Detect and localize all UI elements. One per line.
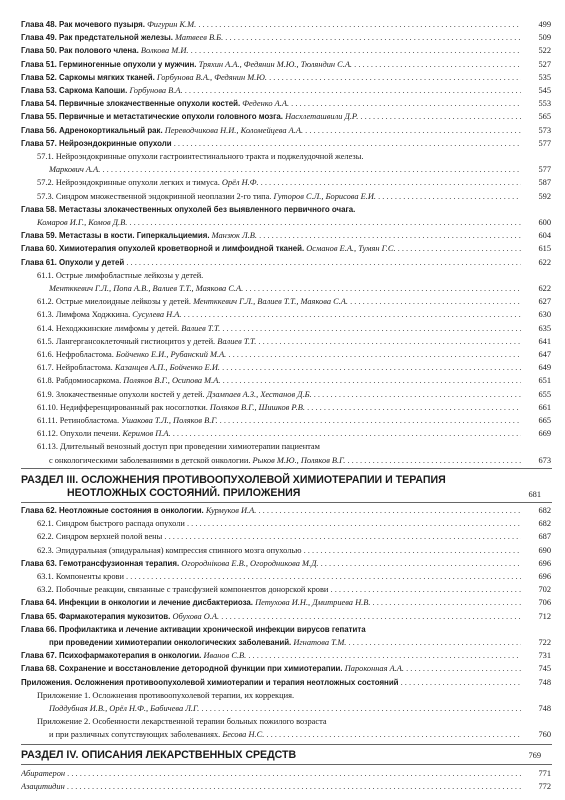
toc-entry-text	[21, 768, 521, 779]
toc-entry-text	[37, 362, 521, 373]
toc-entry-title: 61.9. Злокачественные опухоли костей у детей.	[37, 389, 205, 399]
toc-entry	[0, 558, 565, 569]
toc-entry-text	[37, 191, 521, 202]
toc-entry-title: Глава 51. Герминогенные опухоли у мужчин.	[21, 59, 197, 69]
toc-entry-text	[21, 650, 521, 661]
toc-entry-author: Феденко А.А.	[240, 99, 290, 109]
toc-entry-title: 61.4. Неходжкинские лимфомы у детей.	[37, 323, 180, 333]
toc-entry-text	[37, 217, 521, 228]
toc-entry-title: 61.5. Лангергансоклеточный гистиоцитоз у детей.	[37, 336, 216, 346]
toc-entry-page: 669	[538, 429, 551, 439]
toc-entry-text	[21, 111, 521, 122]
toc-entry-text	[21, 611, 521, 622]
toc-entry-page: 509	[538, 33, 551, 43]
toc-entry-page: 527	[538, 59, 551, 69]
toc-entry-page: 772	[538, 782, 551, 792]
toc-entry-page: 649	[538, 363, 551, 373]
toc-entry-page: 771	[538, 769, 551, 778]
toc-entry	[0, 151, 565, 162]
toc-entry-author: Манзюк Л.В.	[209, 231, 257, 241]
toc-entry	[0, 111, 565, 122]
toc-entry-title: Глава 68. Сохранение и восстановление детородной функции при химиотерапии.	[21, 664, 343, 674]
toc-entry-author: Поляков В.Г., Осипова М.А.	[121, 376, 221, 386]
toc-entry-page: 706	[538, 598, 551, 608]
toc-entry-text	[21, 138, 521, 149]
toc-entry-text	[37, 151, 521, 162]
section-divider	[21, 502, 552, 503]
toc-entry-page: 731	[538, 651, 551, 661]
toc-entry	[0, 518, 565, 529]
toc-entry-text	[37, 402, 521, 413]
toc-entry-text	[21, 19, 521, 30]
toc-entry-page: 622	[538, 257, 551, 267]
toc-entry	[0, 98, 565, 109]
toc-entry	[0, 650, 565, 661]
toc-entry-text	[37, 571, 521, 582]
toc-entry-author: Насхлеташвили Д.Р.	[282, 112, 359, 122]
toc-entry	[0, 336, 565, 347]
toc-entry	[0, 138, 565, 149]
toc-entry	[0, 402, 565, 413]
toc-entry-page: 604	[538, 231, 551, 241]
toc-entry-title: Глава 59. Метастазы в кости. Гиперкальциемия.	[21, 231, 210, 241]
toc-entry-page: 665	[538, 416, 551, 425]
toc-entry-text	[21, 85, 521, 96]
toc-entry-page: 682	[538, 519, 551, 529]
toc-entry-title: 61.11. Ретинобластома.	[37, 416, 120, 425]
toc-entry-author: Дзампаев А.З., Хестанов Д.Б.	[204, 389, 312, 399]
toc-entry-page: 573	[538, 125, 551, 135]
toc-entry-text	[21, 558, 521, 569]
toc-entry-page: 748	[538, 704, 551, 713]
toc-entry-title: с онкологическими заболеваниями в детской онкологии.	[49, 455, 251, 465]
toc-entry-page: 690	[538, 545, 551, 555]
toc-entry-text	[37, 323, 521, 334]
toc-entry-title: 57.3. Синдром множественной эндокринной неоплазии 2-го типа.	[37, 191, 272, 201]
toc-entry-page: 661	[538, 402, 551, 412]
toc-entry-text	[21, 677, 521, 688]
toc-entry-text	[21, 98, 521, 109]
toc-entry-page: 615	[538, 244, 551, 254]
toc-entry-text	[49, 637, 521, 648]
toc-entry	[0, 45, 565, 56]
toc-entry	[0, 428, 565, 439]
toc-entry-title: 61.12. Опухоли печени.	[37, 429, 121, 439]
toc-entry-author: Петухова И.Н., Дмитриева Н.В.	[253, 598, 371, 608]
section-3-heading	[21, 474, 541, 500]
toc-entry-text	[37, 270, 521, 281]
toc-entry-author: Волкова М.И.	[138, 46, 189, 56]
toc-entry-title: Глава 67. Психофармакотерапия в онкологии.	[21, 651, 202, 661]
toc-entry-page: 545	[538, 86, 551, 95]
toc-entry-title: 61.8. Рабдомиосаркома.	[37, 376, 122, 386]
toc-entry-page: 622	[538, 284, 551, 293]
section-4-title: РАЗДЕЛ IV. ОПИСАНИЯ ЛЕКАРСТВЕННЫХ СРЕДСТВ	[21, 749, 297, 761]
toc-entry-page: 499	[538, 20, 551, 29]
toc-entry-author: Казанцев А.П., Бойченко Е.И.	[112, 363, 221, 373]
toc-entry	[0, 531, 565, 542]
toc-entry	[0, 455, 565, 466]
toc-entry-author: Тряхин А.А., Федянин М.Ю., Тюляндин С.А.	[196, 59, 353, 69]
toc-entry	[0, 164, 565, 175]
toc-entry-text	[49, 455, 521, 466]
toc-entry-text	[49, 164, 521, 175]
toc-entry-title: 62.2. Синдром верхней полой вены	[37, 532, 163, 542]
toc-entry-title: 57.1. Нейроэндокринные опухоли гастроинтестинального тракта и поджелудочной железы.	[37, 152, 364, 161]
toc-entry-page: 760	[538, 730, 551, 740]
toc-entry-title: 62.3. Эпидуральная (эпидуральная) компрессия спинного мозга опухолью	[37, 545, 302, 555]
toc-entry	[0, 663, 565, 674]
toc-entry-author: Обухова О.А.	[170, 611, 220, 621]
toc-entry-title: 61.1. Острые лимфобластные лейкозы у детей.	[37, 270, 204, 280]
toc-entry-text	[37, 584, 521, 595]
toc-entry-text	[37, 336, 521, 347]
toc-entry-text	[37, 428, 521, 439]
toc-entry	[0, 677, 565, 688]
toc-entry-title: Глава 57. Нейроэндокринные опухоли	[21, 138, 172, 148]
toc-entry-title: и при различных сопутствующих заболеваниях.	[49, 730, 221, 740]
toc-entry-author: Сусулева Н.А.	[130, 310, 182, 320]
toc-entry-title: Глава 53. Саркома Капоши.	[21, 86, 128, 95]
toc-entry-page: 651	[538, 376, 551, 386]
toc-entry	[0, 243, 565, 254]
toc-entry-author: Бойченко Е.И., Рубанский М.А.	[113, 350, 227, 359]
toc-entry-title: Глава 49. Рак предстательной железы.	[21, 33, 173, 43]
toc-entry-author: Горбунова В.А.	[127, 86, 183, 95]
toc-entry	[0, 545, 565, 556]
toc-entry-page: 592	[538, 191, 551, 201]
toc-entry	[0, 571, 565, 582]
toc-entry	[0, 611, 565, 622]
toc-entry	[0, 59, 565, 70]
toc-entry-page: 702	[538, 585, 551, 595]
section-4-page: 769	[528, 751, 541, 760]
toc-entry-page: 577	[538, 165, 551, 175]
toc-entry-title: Глава 63. Гемотрансфузионная терапия.	[21, 558, 180, 568]
toc-entry-page: 655	[538, 389, 551, 399]
toc-entry-text	[21, 45, 521, 56]
toc-entry-author: Горбунова В.А., Федянин М.Ю.	[154, 72, 268, 82]
toc-entry-page: 577	[538, 138, 551, 148]
section-divider	[21, 468, 552, 469]
toc-entry-author: Ушакова Т.Л., Поляков В.Г.	[119, 416, 218, 425]
toc-entry-title: Глава 66. Профилактика и лечение активации хронической инфекции вирусов гепатита	[21, 624, 366, 634]
toc-entry-page: 565	[538, 112, 551, 122]
toc-entry	[0, 217, 565, 228]
toc-entry-text	[21, 243, 521, 254]
toc-entry-title: Глава 50. Рак полового члена.	[21, 46, 139, 56]
toc-entry-page: 587	[538, 178, 551, 188]
toc-entry-page: 553	[538, 99, 551, 109]
toc-entry-author: Переводчикова Н.И., Коломейцева А.А.	[162, 125, 304, 135]
toc-entry-title: Глава 56. Адренокортикальный рак.	[21, 125, 163, 135]
toc-entry-title: при проведении химиотерапии онкологических заболеваний.	[49, 638, 292, 647]
toc-entry	[0, 309, 565, 320]
toc-entry	[0, 85, 565, 96]
toc-entry	[0, 690, 565, 701]
toc-entry-title: Глава 65. Фармакотерапия мукозитов.	[21, 611, 171, 621]
toc-entry	[0, 191, 565, 202]
toc-entry-title: Глава 64. Инфекции в онкологии и лечение дисбактериоза.	[21, 598, 253, 608]
toc-entry	[0, 125, 565, 136]
toc-entry-title: Глава 48. Рак мочевого пузыря.	[21, 20, 145, 29]
toc-entry-text	[37, 389, 521, 400]
toc-entry	[0, 362, 565, 373]
toc-entry-author: Керимов П.А.	[120, 429, 171, 439]
toc-entry-text	[21, 32, 521, 43]
toc-entry-author: Османов Е.А., Тумян Г.С.	[304, 244, 396, 254]
toc-entry-text	[49, 729, 521, 740]
toc-entry-title: 62.1. Синдром быстрого распада опухоли	[37, 519, 185, 529]
toc-entry	[0, 375, 565, 386]
toc-entry	[0, 72, 565, 83]
toc-entry-text	[37, 690, 521, 701]
toc-entry-title: Глава 61. Опухоли у детей	[21, 257, 125, 267]
toc-entry-author: Ментккевич Г.Л., Валиев Т.Т., Маякова С.А.	[190, 297, 348, 307]
toc-entry-title: 61.3. Лимфома Ходжкина.	[37, 310, 131, 320]
toc-entry-page: 712	[538, 611, 551, 621]
toc-entry-author: Курмуков И.А.	[203, 506, 257, 515]
toc-entry-author: Фигурин К.М.	[144, 20, 197, 29]
toc-entry	[0, 323, 565, 334]
toc-entry-author: Маркович А.А.	[49, 165, 101, 175]
toc-entry	[0, 781, 565, 792]
toc-entry-page: 535	[538, 72, 551, 82]
toc-entry	[0, 415, 565, 426]
toc-entry-text	[21, 230, 521, 241]
toc-entry	[0, 389, 565, 400]
toc-entry-title: Глава 60. Химиотерапия опухолей кроветворной и лимфоидной тканей.	[21, 244, 305, 254]
toc-entry	[0, 768, 565, 779]
toc-entry-page: 682	[538, 506, 551, 515]
toc-entry-text	[21, 781, 521, 792]
toc-entry-title: Глава 54. Первичные злокачественные опухоли костей.	[21, 99, 241, 109]
toc-entry	[0, 729, 565, 740]
toc-entry-author: Иванов С.В.	[201, 651, 247, 661]
toc-entry-author: Игнатова Т.М.	[291, 638, 347, 647]
toc-entry-author: Валиев Т.Т.	[215, 336, 257, 346]
toc-entry	[0, 716, 565, 727]
toc-entry-page: 696	[538, 558, 551, 568]
section-3-page: 681	[528, 490, 541, 499]
toc-entry	[0, 441, 565, 452]
toc-entry-author: Огороднікова Е.В., Огородникова М.Д.	[179, 558, 319, 568]
toc-entry-title: 63.2. Побочные реакции, связанные с трансфузией компонентов донорской крови	[37, 585, 329, 595]
toc-entry-author: Пароконная А.А.	[342, 664, 405, 674]
toc-entry-title: 61.10. Недифференцированный рак носоглотки.	[37, 402, 208, 412]
toc-entry-title: Глава 62. Неотложные состояния в онкологии.	[21, 506, 204, 515]
toc-entry-page: 630	[538, 310, 551, 320]
toc-entry-text	[21, 257, 521, 268]
toc-entry-text	[21, 663, 521, 674]
toc-entry-text	[37, 349, 521, 360]
toc-entry-text	[37, 177, 521, 188]
toc-entry	[0, 270, 565, 281]
toc-entry-page: 600	[538, 218, 551, 227]
toc-entry-text	[37, 545, 521, 556]
toc-entry-title: Приложение 1. Осложнения противоопухолевой терапии, их коррекция.	[37, 690, 295, 700]
toc-entry	[0, 624, 565, 635]
toc-entry-title: 61.7. Нейробластома.	[37, 363, 113, 373]
toc-entry-page: 696	[538, 572, 551, 581]
toc-entry	[0, 349, 565, 360]
toc-entry-author: Азацитидин	[21, 782, 65, 792]
toc-entry-text	[21, 59, 521, 70]
toc-entry-author: Гуторов С.Л., Борисова Е.И.	[271, 191, 377, 201]
toc-entry-text	[21, 624, 521, 635]
section-divider	[21, 744, 552, 745]
toc-entry-text	[37, 375, 521, 386]
toc-entry	[0, 257, 565, 268]
toc-entry-author: Абиратерон	[21, 769, 66, 778]
toc-entry-page: 745	[538, 664, 551, 674]
toc-entry-text	[37, 716, 521, 727]
toc-entry-author: Поляков В.Г., Шишков Р.В.	[207, 402, 305, 412]
toc-entry-text	[21, 204, 521, 215]
section-4-heading	[21, 749, 541, 762]
toc-entry-title: Глава 52. Саркомы мягких тканей.	[21, 72, 155, 82]
toc-entry-text	[37, 415, 521, 426]
toc-entry-text	[37, 531, 521, 542]
toc-entry-page: 635	[538, 323, 551, 333]
toc-entry-author: Рыков М.Ю., Поляков В.Г.	[250, 455, 346, 465]
toc-entry-title: Глава 58. Метастазы злокачественных опухолей без выявленного первичного очага.	[21, 204, 356, 214]
toc-entry	[0, 204, 565, 215]
section-divider	[21, 764, 552, 765]
toc-entry-title: 61.6. Нефробластома.	[37, 350, 114, 359]
toc-entry-text	[21, 72, 521, 83]
toc-entry-author: Орёл Н.Ф.	[219, 178, 259, 188]
section-3-title-line1: РАЗДЕЛ III. ОСЛОЖНЕНИЯ ПРОТИВООПУХОЛЕВОЙ ХИМИОТЕРАПИИ И ТЕРАПИЯ	[21, 474, 446, 486]
toc-entry-text	[21, 125, 521, 136]
toc-entry-author: Комаров И.Г., Комов Д.В.	[37, 218, 128, 227]
toc-entry-page: 641	[538, 336, 551, 346]
toc-entry-title: Приложения. Осложнения противоопухолевой химиотерапии и терапия неотложных состояний	[21, 677, 399, 687]
toc-entry-text	[21, 505, 521, 516]
toc-entry-title: 61.2. Острые миелоидные лейкозы у детей.	[37, 297, 191, 307]
toc-entry	[0, 283, 565, 294]
toc-entry	[0, 597, 565, 608]
toc-entry-author: Матвеев В.Б.	[172, 33, 224, 43]
toc-entry	[0, 637, 565, 648]
toc-entry	[0, 19, 565, 30]
toc-entry-text	[37, 309, 521, 320]
toc-entry-author: Бесова Н.С.	[220, 730, 265, 740]
toc-entry	[0, 177, 565, 188]
toc-entry-author: Поддубная И.В., Орёл Н.Ф., Бабичева Л.Г.	[49, 704, 200, 713]
toc-entry-page: 627	[538, 297, 551, 307]
toc-entry-author: Валиев Т.Т.	[179, 323, 221, 333]
toc-entry	[0, 32, 565, 43]
toc-entry-page: 687	[538, 532, 551, 542]
section-3-title-line2: НЕОТЛОЖНЫХ СОСТОЯНИЙ. ПРИЛОЖЕНИЯ	[67, 487, 301, 499]
toc-entry-page: 722	[538, 638, 551, 647]
toc-entry-page: 647	[538, 350, 551, 359]
toc-entry-text	[37, 441, 521, 452]
toc-entry-page: 522	[538, 46, 551, 56]
toc-entry-title: Приложение 2. Особенности лекарственной терапии больных пожилого возраста	[37, 717, 327, 727]
toc-entry-title: Глава 55. Первичные и метастатические опухоли головного мозга.	[21, 112, 283, 122]
toc-entry-title: 61.13. Длительный венозный доступ при проведении химиотерапии пациентам	[37, 442, 320, 452]
toc-entry-title: 57.2. Нейроэндокринные опухоли легких и тимуса.	[37, 178, 220, 188]
toc-entry-page: 748	[538, 677, 551, 687]
toc-entry-title: 63.1. Компоненты крови	[37, 572, 124, 581]
toc-entry-text	[37, 296, 521, 307]
toc-entry	[0, 703, 565, 714]
toc-entry-text	[49, 283, 521, 294]
toc-entry-text	[37, 518, 521, 529]
toc-entry	[0, 584, 565, 595]
toc-entry	[0, 505, 565, 516]
toc-entry-author: Ментккевич Г.Л., Попа А.В., Валиев Т.Т., Маякова С.А.	[49, 284, 244, 293]
toc-entry	[0, 230, 565, 241]
toc-entry-text	[21, 597, 521, 608]
toc-entry-text	[49, 703, 521, 714]
toc-entry-page: 673	[538, 455, 551, 465]
toc-entry	[0, 296, 565, 307]
